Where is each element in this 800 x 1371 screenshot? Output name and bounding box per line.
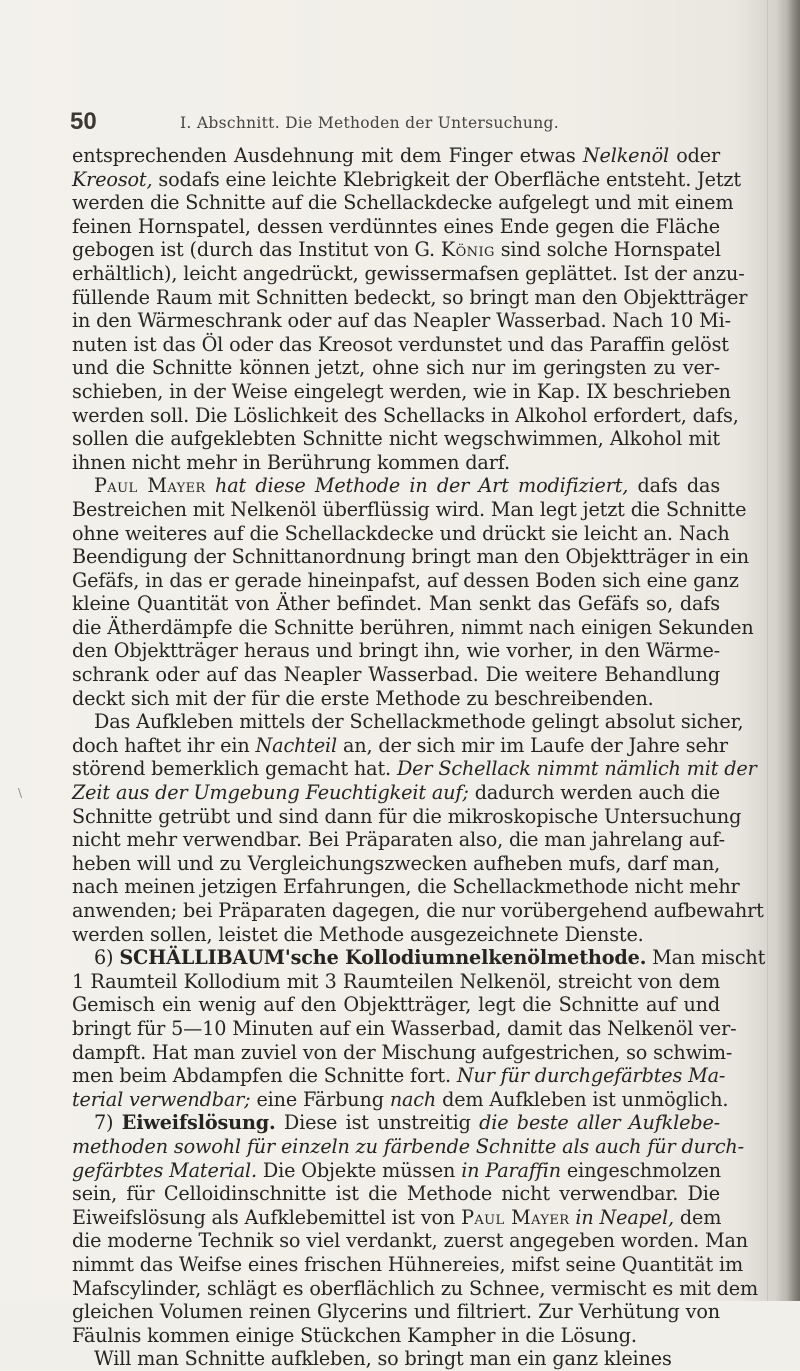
page-header	[70, 108, 720, 138]
text-line	[72, 1134, 744, 1159]
text-run: anwenden; bei Präparaten dagegen, die nur vorübergehend aufbewahrt	[72, 899, 764, 922]
text-line	[72, 852, 720, 876]
text-line	[72, 497, 747, 522]
italic-run: terial verwendbar;	[72, 1087, 251, 1111]
italic-run: Nelkenöl	[582, 144, 669, 167]
text-run: doch haftet ihr ein	[72, 733, 256, 757]
italic-run: in Neapel,	[575, 1205, 674, 1229]
italic-run: in Paraffin	[461, 1158, 561, 1182]
italic-run: Zeit aus der Umgebung Feuchtigkeit auf;	[72, 781, 469, 805]
text-line	[72, 261, 745, 286]
text-line	[72, 757, 757, 781]
text-run: ohne weiteres auf die Schellackdecke und drückt sie leicht an. Nach	[72, 521, 730, 545]
text-run: oder	[668, 144, 720, 167]
text-line	[72, 1229, 748, 1253]
text-run: Bestreichen mit Nelkenöl überflüssig wird. Man legt jetzt die Schnitte	[72, 497, 747, 521]
text-run: Die Objekte müssen	[256, 1158, 462, 1182]
text-run: werden soll. Die Löslichkeit des Schellacks in Alkohol erfordert, dafs,	[72, 403, 739, 427]
text-run: werden sollen, leistet die Methode ausgezeichnete Dienste.	[72, 922, 644, 946]
author-name: König	[440, 238, 495, 262]
text-line	[72, 733, 728, 758]
text-line	[72, 167, 741, 192]
text-line	[72, 285, 748, 310]
author-name: Paul Mayer	[94, 474, 206, 498]
text-run: 7)	[94, 1111, 122, 1135]
text-run: eingeschmolzen	[560, 1158, 721, 1182]
text-run: bringt für 5—10 Minuten auf ein Wasserbad, damit das Nelkenöl ver-	[72, 1016, 737, 1040]
text-run: feinen Hornspatel, dessen verdünntes eines Ende gegen die Fläche	[72, 214, 720, 238]
text-line	[72, 993, 720, 1017]
text-run: Gefäfs, in das er gerade hineinpafst, auf dessen Boden sich eine ganz	[72, 568, 739, 592]
page-fold-line	[767, 0, 768, 1301]
text-run: sollen die aufgeklebten Schnitte nicht wegschwimmen, Alkohol mit	[72, 427, 720, 451]
text-line	[72, 215, 720, 239]
text-run: Gemisch ein wenig auf den Objektträger, legt die Schnitte auf und	[72, 993, 720, 1017]
text-run: Will man Schnitte aufkleben, so bringt man ein ganz kleines	[94, 1347, 672, 1371]
text-run: dafs das	[628, 474, 721, 498]
text-line	[72, 970, 720, 994]
text-line	[72, 238, 720, 262]
text-run: nicht mehr verwendbar. Bei Präparaten also, die man jahrelang auf-	[72, 828, 725, 852]
text-run: und die Schnitte können jetzt, ohne sich nur im geringsten zu ver-	[72, 356, 720, 380]
text-line	[72, 804, 742, 829]
text-line	[72, 875, 740, 899]
text-line	[72, 309, 731, 333]
text-run: schieben, in der Weise eingelegt werden, wie in Kap. IX beschrieben	[72, 379, 731, 403]
italic-run: Der Schellack nimmt nämlich mit der	[396, 757, 757, 781]
text-line	[72, 1300, 720, 1324]
text-line	[72, 781, 720, 805]
text-line	[72, 144, 720, 168]
text-run: störend bemerklich gemacht hat.	[72, 757, 397, 781]
text-run: sein, für Celloidinschnitte ist die Methode nicht verwendbar. Die	[72, 1182, 720, 1206]
text-run: dem	[673, 1205, 722, 1229]
text-run: Man mischt	[646, 946, 766, 970]
text-run: Schnitte getrübt und sind dann für die mikroskopische Untersuchung	[72, 804, 742, 828]
text-run: dadurch werden auch die	[468, 781, 720, 805]
text-line	[72, 1111, 720, 1135]
text-run: Diese ist unstreitig	[275, 1111, 480, 1135]
text-line	[72, 451, 720, 475]
text-run: gleichen Volumen reinen Glycerins und filtriert. Zur Verhütung von	[72, 1300, 720, 1324]
text-run: Das Aufkleben mittels der Schellackmethode gelingt absolut sicher,	[94, 710, 744, 734]
text-run: Eiweifslösung als Aufklebemittel ist von	[72, 1205, 462, 1229]
text-line	[72, 1016, 737, 1041]
text-line	[72, 521, 730, 546]
text-run: nimmt das Weifse eines frischen Hühnereies, mifst seine Quantität im	[72, 1252, 744, 1276]
text-line	[72, 568, 739, 593]
text-line	[72, 1252, 744, 1277]
text-line	[72, 427, 720, 451]
text-line	[72, 923, 720, 947]
page-edge-shadow	[776, 0, 800, 1301]
text-run: Fäulnis kommen einige Stückchen Kampher in die Lösung.	[72, 1323, 637, 1347]
italic-run: die beste aller Aufklebe-	[479, 1111, 721, 1135]
text-run: 1 Raumteil Kollodium mit 3 Raumteilen Nelkenöl, streicht von dem	[72, 969, 720, 993]
text-run: füllende Raum mit Schnitten bedeckt, so bringt man den Objektträger	[72, 285, 748, 309]
text-run: erhältlich), leicht angedrückt, gewissermafsen geplättet. Ist der anzu-	[72, 261, 745, 285]
text-line	[72, 474, 720, 498]
text-line	[72, 1040, 733, 1065]
text-line	[72, 191, 734, 215]
text-run: kleine Quantität von Äther befindet. Man senkt das Gefäfs so, dafs	[72, 592, 720, 616]
text-run: eine Färbung	[250, 1087, 390, 1111]
text-run: nach meinen jetzigen Erfahrungen, die Schellackmethode nicht mehr	[72, 875, 740, 899]
text-run: Mafscylinder, schlägt es oberflächlich zu Schnee, vermischt es mit dem	[72, 1276, 759, 1300]
italic-run: Nur für durchgefärbtes Ma-	[456, 1064, 726, 1088]
text-run: schrank oder auf das Neapler Wasserbad. Die weitere Behandlung	[72, 663, 720, 687]
text-line	[72, 946, 766, 970]
page-number: 50	[70, 108, 97, 135]
text-line	[72, 1324, 720, 1348]
text-line	[72, 639, 720, 663]
text-run: men beim Abdampfen die Schnitte fort.	[72, 1064, 457, 1088]
text-run: die Ätherdämpfe die Schnitte berühren, nimmt nach einigen Sekunden	[72, 615, 754, 639]
section-heading: Eiweifslösung.	[121, 1111, 276, 1135]
text-run: entsprechenden Ausdehnung mit dem Finger etwas	[72, 144, 583, 167]
text-line	[72, 615, 754, 640]
text-run: dem Aufkleben ist unmöglich.	[436, 1087, 729, 1111]
italic-run: nach	[389, 1087, 437, 1111]
text-run: gebogen ist (durch das Institut von G.	[72, 238, 441, 262]
italic-run: Nachteil	[255, 733, 338, 757]
text-line	[72, 1206, 720, 1230]
text-run: deckt sich mit der für die erste Methode zu beschreibenden.	[72, 686, 654, 710]
text-line	[72, 1064, 726, 1088]
margin-mark: \	[18, 786, 23, 800]
italic-run: methoden sowohl für einzeln zu färbende Schnitte als auch für durch-	[72, 1134, 744, 1158]
text-line	[72, 403, 739, 428]
text-run: ihnen nicht mehr in Berührung kommen darf.	[72, 450, 510, 474]
running-title: I. Abschnitt. Die Methoden der Untersuchung.	[180, 114, 559, 132]
text-line	[72, 332, 729, 357]
text-line	[72, 1159, 720, 1183]
text-line	[72, 1182, 720, 1206]
text-run: sind solche Hornspatel	[494, 238, 721, 262]
text-run: den Objektträger heraus und bringt ihn, wie vorher, in den Wärme-	[72, 639, 720, 663]
text-run: heben will und zu Vergleichungszwecken aufheben mufs, darf man,	[72, 851, 721, 875]
author-name: Paul Mayer	[461, 1205, 570, 1229]
text-run	[206, 474, 215, 497]
body-text	[72, 144, 766, 1371]
text-run: in den Wärmeschrank oder auf das Neapler Wasserbad. Nach 10 Mi-	[72, 309, 731, 333]
text-line	[72, 1087, 729, 1112]
text-line	[72, 592, 720, 616]
italic-run: hat diese Methode in der Art modifiziert,	[215, 474, 629, 498]
text-run: dampft. Hat man zuviel von der Mischung aufgestrichen, so schwim-	[72, 1040, 733, 1064]
text-run: werden die Schnitte auf die Schellackdecke aufgelegt und mit einem	[72, 191, 734, 215]
text-run: 6)	[94, 946, 120, 970]
text-line	[72, 545, 749, 569]
text-run: an, der sich mir im Laufe der Jahre sehr	[337, 733, 728, 757]
text-line	[72, 1276, 759, 1301]
text-run: nuten ist das Öl oder das Kreosot verdunstet und das Paraffin gelöst	[72, 332, 729, 356]
text-line	[72, 687, 720, 711]
text-line	[72, 710, 744, 734]
text-line	[72, 899, 764, 923]
italic-run: Kreosot,	[72, 167, 153, 191]
text-run: die moderne Technik so viel verdankt, zuerst angegeben worden. Man	[72, 1229, 748, 1253]
italic-run: gefärbtes Material.	[72, 1158, 257, 1182]
text-line	[72, 828, 725, 852]
text-run: sodafs eine leichte Klebrigkeit der Oberfläche entsteht. Jetzt	[152, 167, 741, 191]
section-heading: SCHÄLLIBAUM'sche Kollodiumnelkenölmethode.	[119, 946, 647, 970]
text-line	[72, 663, 720, 687]
text-line	[72, 379, 731, 404]
text-line	[72, 1347, 720, 1371]
text-run: Beendigung der Schnittanordnung bringt man den Objektträger in ein	[72, 545, 749, 569]
text-line	[72, 356, 720, 380]
